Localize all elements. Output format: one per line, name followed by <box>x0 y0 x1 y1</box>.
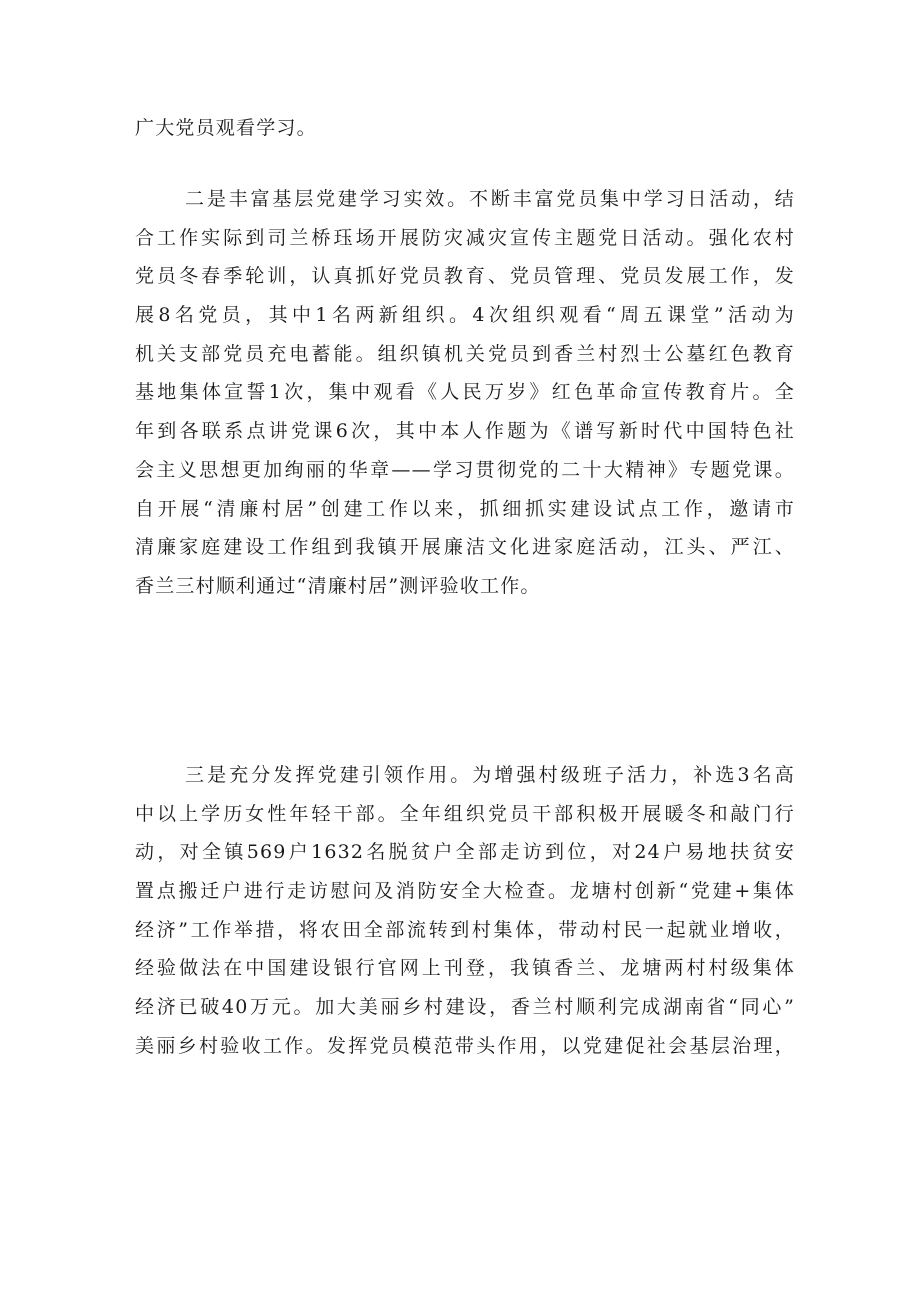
paragraph-line: 广大党员观看学习。 <box>135 117 317 139</box>
paragraph-line: 经济已破40万元。加大美丽乡村建设，香兰村顺利完成湖南省“同心” <box>135 996 795 1019</box>
paragraph-line: 年到各联系点讲党课6次，其中本人作题为《谱写新时代中国特色社 <box>135 420 795 443</box>
paragraph-line: 清廉家庭建设工作组到我镇开展廉洁文化进家庭活动，江头、严江、 <box>135 536 795 559</box>
paragraph-1 <box>135 109 795 148</box>
paragraph-line: 党员冬春季轮训，认真抓好党员教育、党员管理、党员发展工作，发 <box>135 265 795 288</box>
paragraph-line: 美丽乡村验收工作。发挥党员模范带头作用，以党建促社会基层治理， <box>135 1034 795 1057</box>
paragraph-line: 展8名党员，其中1名两新组织。4次组织观看“周五课堂”活动为 <box>135 304 795 327</box>
paragraph-line: 经济”工作举措，将农田全部流转到村集体，带动村民一起就业增收， <box>135 918 795 941</box>
paragraph-line: 会主义思想更加绚丽的华章——学习贯彻党的二十大精神》专题党课。 <box>135 458 795 481</box>
paragraph-line: 自开展“清廉村居”创建工作以来，抓细抓实建设试点工作，邀请市 <box>135 497 795 520</box>
paragraph-line: 动，对全镇569户1632名脱贫户全部走访到位，对24户易地扶贫安 <box>135 841 795 864</box>
paragraph-line: 合工作实际到司兰桥珏场开展防灾减灾宣传主题党日活动。强化农村 <box>135 226 795 249</box>
paragraph-line: 香兰三村顺利通过“清廉村居”测评验收工作。 <box>135 574 541 597</box>
paragraph-line: 经验做法在中国建设银行官网上刊登，我镇香兰、龙塘两村村级集体 <box>135 957 795 980</box>
paragraph-line: 置点搬迁户进行走访慰问及消防安全大检查。龙塘村创新“党建+集体 <box>135 880 795 903</box>
paragraph-line: 基地集体宣誓1次，集中观看《人民万岁》红色革命宣传教育片。全 <box>135 381 795 404</box>
paragraph-line: 机关支部党员充电蓄能。组织镇机关党员到香兰村烈士公墓红色教育 <box>135 342 795 365</box>
paragraph-2 <box>135 180 795 606</box>
paragraph-line: 中以上学历女性年轻干部。全年组织党员干部积极开展暖冬和敲门行 <box>135 802 795 825</box>
paragraph-line: 三是充分发挥党建引领作用。为增强村级班子活力，补选3名高 <box>185 764 795 786</box>
paragraph-3 <box>135 756 795 1066</box>
paragraph-line: 二是丰富基层党建学习实效。不断丰富党员集中学习日活动，结 <box>185 188 795 210</box>
